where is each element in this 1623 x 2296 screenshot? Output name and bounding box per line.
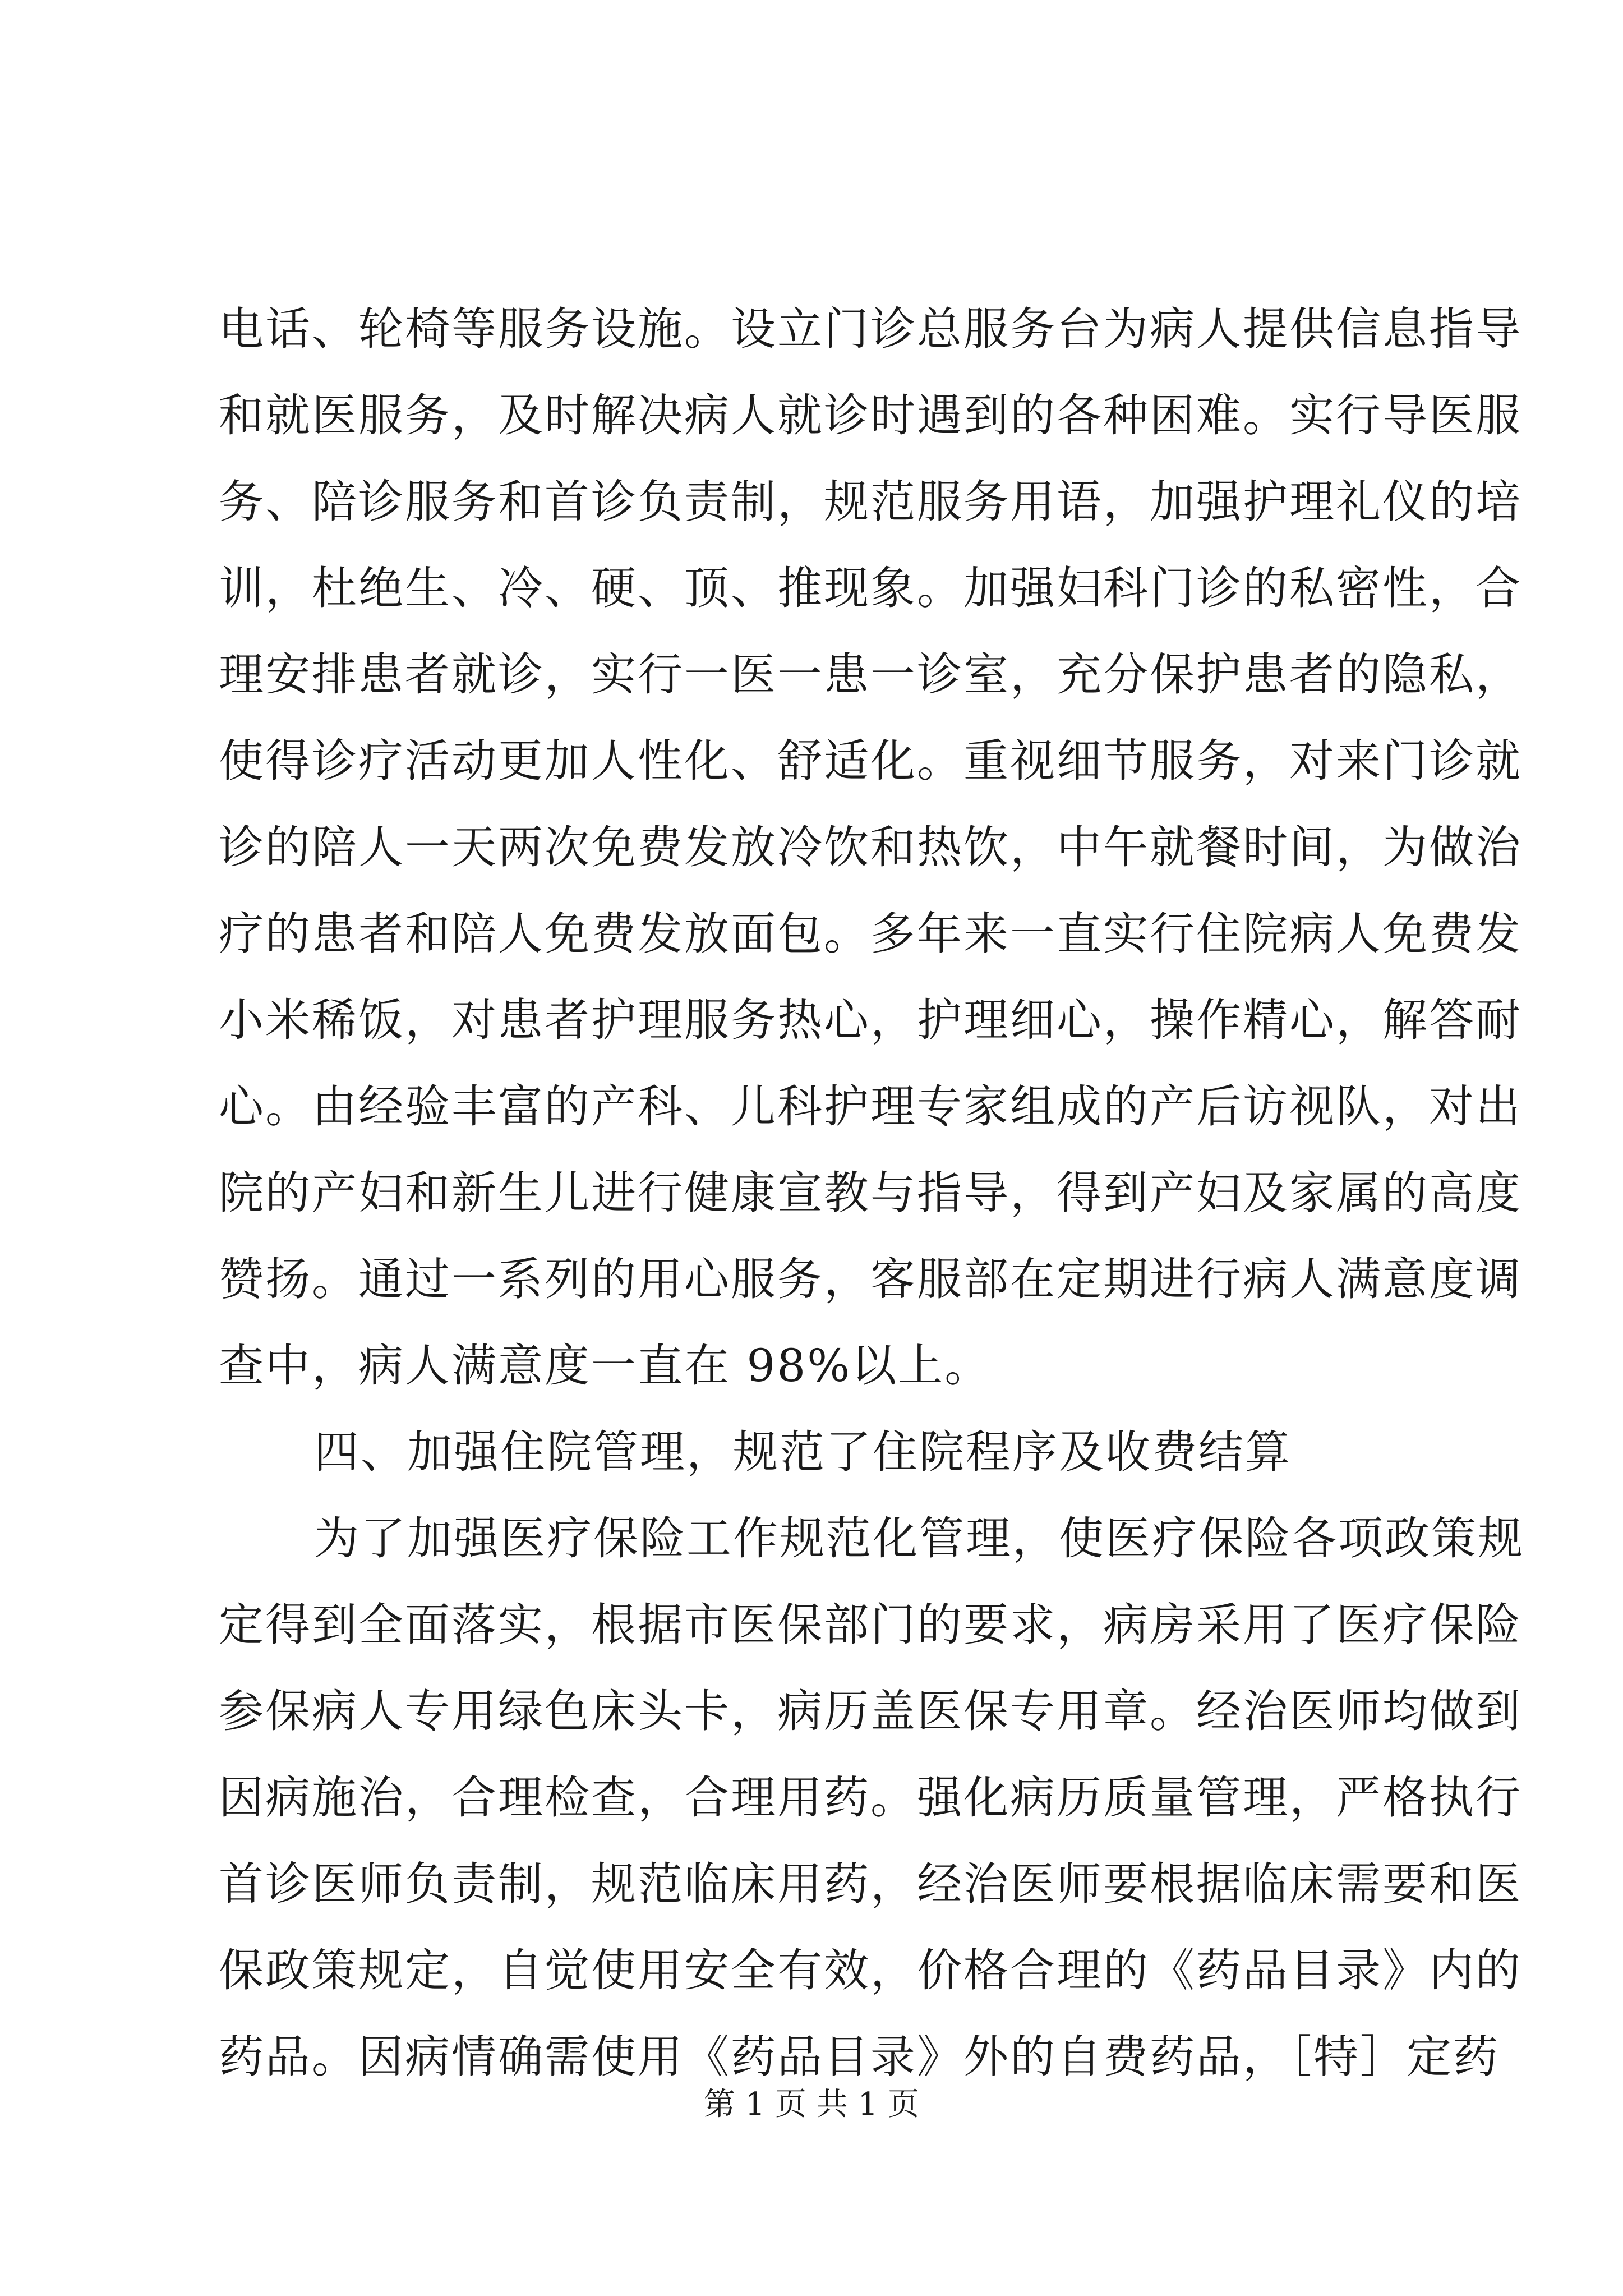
- text-line: 务、陪诊服务和首诊负责制，规范服务用语，加强护理礼仪的培: [219, 476, 1522, 528]
- text-line: 定得到全面落实，根据市医保部门的要求，病房采用了医疗保险: [219, 1599, 1522, 1651]
- text-line: 训，杜绝生、冷、硬、顶、推现象。加强妇科门诊的私密性，合: [219, 562, 1522, 614]
- text-line: 院的产妇和新生儿进行健康宣教与指导，得到产妇及家属的高度: [219, 1167, 1522, 1219]
- text-line: 参保病人专用绿色床头卡，病历盖医保专用章。经治医师均做到: [219, 1685, 1522, 1737]
- text-line: 疗的患者和陪人免费发放面包。多年来一直实行住院病人免费发: [219, 908, 1522, 960]
- text-line: 药品。因病情确需使用《药品目录》外的自费药品，［特］定药: [219, 2031, 1500, 2083]
- document-body: [219, 286, 1524, 2100]
- text-line: 小米稀饭，对患者护理服务热心，护理细心，操作精心，解答耐: [219, 994, 1522, 1046]
- text-line: 理安排患者就诊，实行一医一患一诊室，充分保护患者的隐私，: [219, 648, 1522, 701]
- text-line: 因病施治，合理检查，合理用药。强化病历质量管理，严格执行: [219, 1772, 1522, 1824]
- page-number: 第 1 页 共 1 页: [703, 2086, 920, 2123]
- text-line: 首诊医师负责制，规范临床用药，经治医师要根据临床需要和医: [219, 1858, 1522, 1910]
- section-heading: 四、加强住院管理，规范了住院程序及收费结算: [314, 1426, 1292, 1478]
- paragraph-first-line: 为了加强医疗保险工作规范化管理，使医疗保险各项政策规: [314, 1512, 1524, 1565]
- text-line: 使得诊疗活动更加人性化、舒适化。重视细节服务，对来门诊就: [219, 735, 1522, 787]
- text-line: 赞扬。通过一系列的用心服务，客服部在定期进行病人满意度调: [219, 1253, 1522, 1305]
- text-line: 诊的陪人一天两次免费发放冷饮和热饮，中午就餐时间，为做治: [219, 821, 1522, 873]
- text-line: 查中，病人满意度一直在 98%以上。: [219, 1340, 992, 1392]
- text-line: 保政策规定，自觉使用安全有效，价格合理的《药品目录》内的: [219, 1944, 1522, 1996]
- text-line: 和就医服务，及时解决病人就诊时遇到的各种困难。实行导医服: [219, 389, 1522, 441]
- text-line: 电话、轮椅等服务设施。设立门诊总服务台为病人提供信息指导: [219, 303, 1522, 355]
- text-line: 心。由经验丰富的产科、儿科护理专家组成的产后访视队，对出: [219, 1080, 1522, 1133]
- page-footer: [0, 2082, 1623, 2127]
